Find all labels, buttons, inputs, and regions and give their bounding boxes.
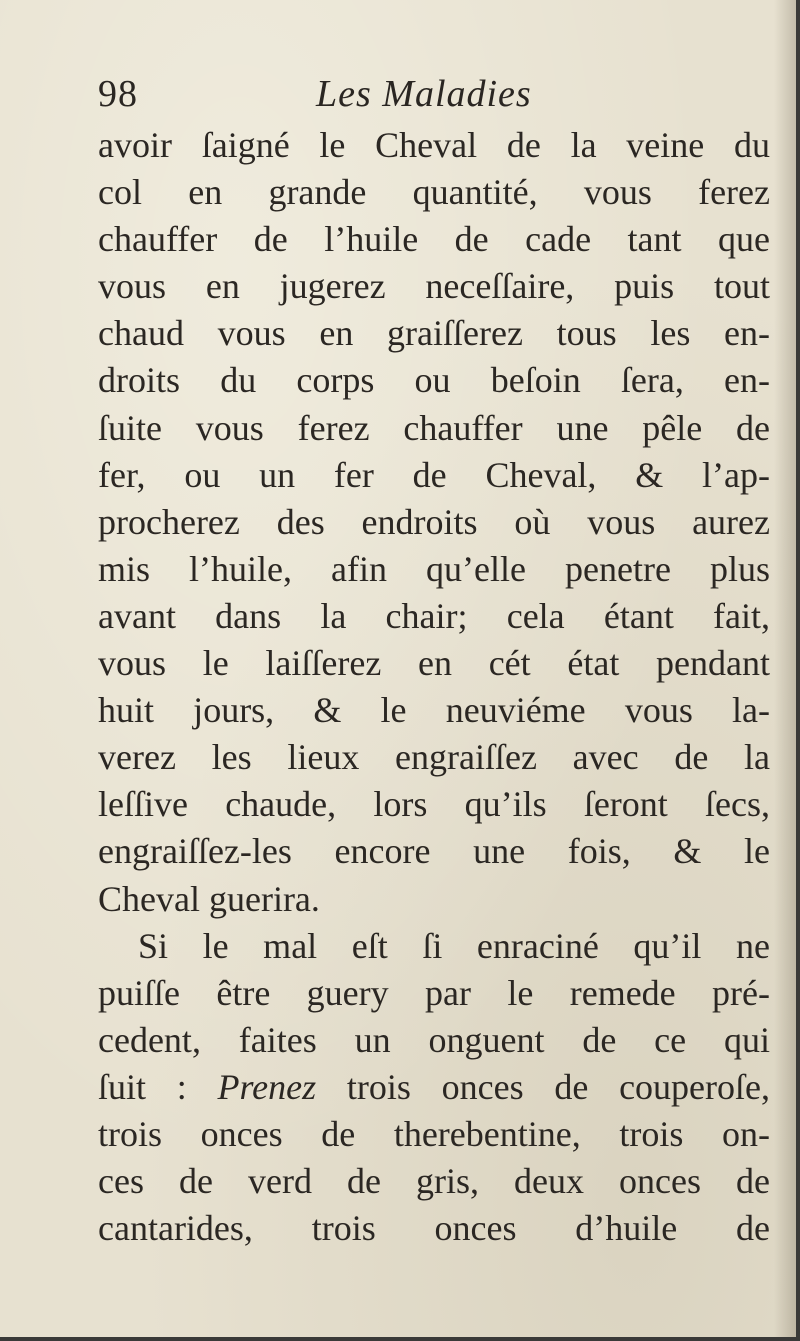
text-line-mixed [98,1064,770,1111]
running-head [98,72,738,122]
page-edge-shadow [774,0,796,1337]
text-line: trois onces de therebentine, trois on- [98,1113,770,1154]
italic-word: Prenez [217,1066,317,1107]
running-title: Les Maladies [316,73,532,115]
text-line: ſuite vous ferez chauffer une pêle de [98,407,770,448]
text-line: chauffer de l’huile de cade tant que [98,219,770,260]
text-line: cantarides, trois onces d’huile de [98,1208,770,1249]
text-line-paragraph-end: Cheval guerira. [98,878,320,919]
text-line: engraiſſez-les encore une fois, & le [98,831,770,872]
text-line-paragraph-start: Si le mal eſt ſi enraciné qu’il ne [138,925,770,966]
text-line: fer, ou un fer de Cheval, & l’ap- [98,454,770,495]
body-text [98,122,770,1252]
text-line: verez les lieux engraiſſez avec de la [98,737,770,778]
text-line: procherez des endroits où vous aurez [98,501,770,542]
text-line: cedent, faites un onguent de ce qui [98,1019,770,1060]
text-line: puiſſe être guery par le remede pré- [98,972,770,1013]
text-line: vous le laiſſerez en cét état pendant [98,643,770,684]
page-number: 98 [98,73,138,115]
text-line: huit jours, & le neuviéme vous la- [98,690,770,731]
text-line: droits du corps ou beſoin ſera, en- [98,360,770,401]
text-line: mis l’huile, afin qu’elle penetre plus [98,548,770,589]
text-line: ces de verd de gris, deux onces de [98,1161,770,1202]
text-line: col en grande quantité, vous ferez [98,172,770,213]
text-line: vous en jugerez neceſſaire, puis tout [98,266,770,307]
text-line: leſſive chaude, lors qu’ils ſeront ſecs, [98,784,770,825]
text-line: avant dans la chair; cela étant fait, [98,595,770,636]
text-line: avoir ſaigné le Cheval de la veine du [98,125,770,165]
text-line: chaud vous en graiſſerez tous les en- [98,313,770,354]
text-segment: ſuit : [98,1066,218,1107]
text-segment: trois onces de couperoſe, [316,1066,770,1107]
